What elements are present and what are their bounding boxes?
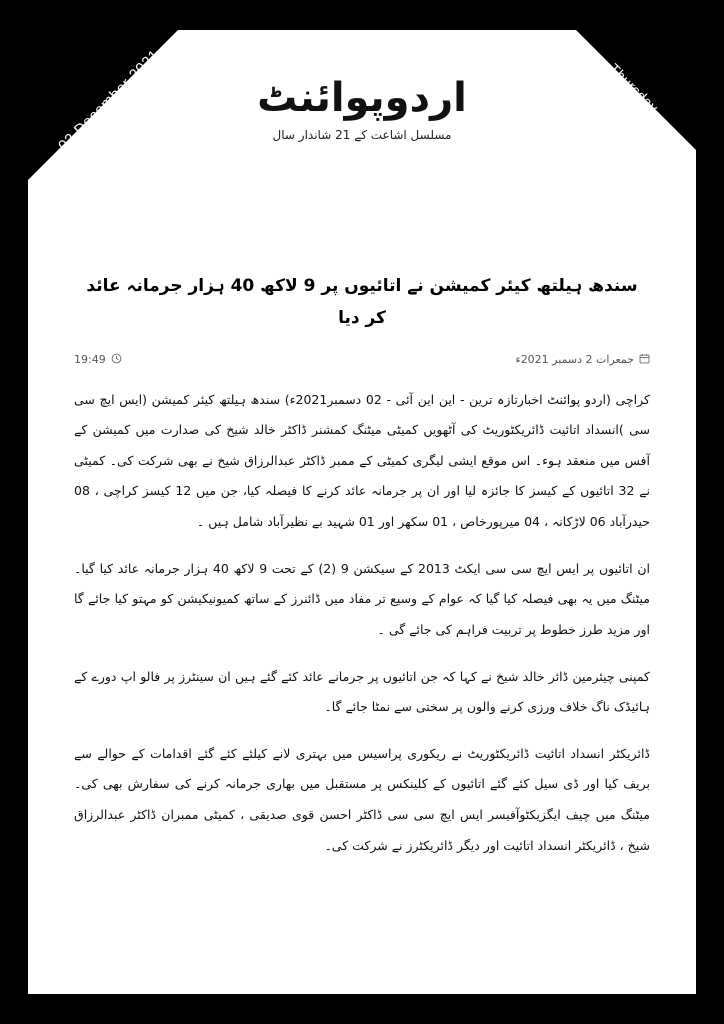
masthead-day: Thursday: [606, 60, 662, 116]
clock-icon: [111, 353, 122, 367]
logo-tagline: مسلسل اشاعت کے 21 شاندار سال: [272, 128, 452, 142]
article-paragraph: کراچی (اردو پوائنٹ اخبارتازہ ترین - این این آئی - 02 دسمبر2021ء) سندھ ہیلتھ کیئر کمیشن (ایس ایچ سی سی )انسداد اتائیت ڈائریکٹوریٹ کی آٹھویں کمیٹی میٹنگ کمشنر ڈاکٹر خالد شیخ کی صدارت میں کمیشن کے آفس میں منعقد ہوء۔ اس موقع ایشی لیگری کمیٹی کے ممبر ڈاکٹر عبدالرزاق شیخ نے بھی شرکت کی۔ کمیٹی نے 32 اتائیوں کے کیسز کا جائزہ لیا اور ان پر جرمانہ عائد کرنے کا فیصلہ کیا، جن میں 12 کیسز کراچی ، 08 حیدرآباد 06 لاڑکانہ ، 04 میرپورخاص ، 01 سکھر اور 01 شہید بے نظیرآباد شامل ہیں ۔: [74, 391, 650, 530]
publish-time-label: 19:49: [74, 353, 106, 367]
article-paragraph: ان اتائیوں پر ایس ایچ سی سی ایکٹ 2013 کے سیکشن 9 (2) کے تحت 9 لاکھ 40 ہزار جرمانہ عائد کیا گیا۔ میٹنگ میں یہ بھی فیصلہ کیا گیا کہ عوام کے وسیع تر مفاد میں ڈائنرز کے ساتھ کمیونیکیشن کو مہتو کیا جائے گا اور مزید طرز خطوط پر تربیت فراہم کی جائے گی ۔: [74, 560, 650, 637]
site-logo[interactable]: [28, 75, 696, 142]
page-title: سندھ ہیلتھ کیئر کمیشن نے اتائیوں پر 9 لاکھ 40 ہزار جرمانہ عائد کر دیا: [86, 276, 638, 329]
publish-date: [516, 353, 651, 367]
publish-time: [74, 353, 122, 367]
article-sheet: [28, 30, 696, 994]
logo-text: اردوپوائنٹ: [257, 75, 467, 121]
article-body: [28, 210, 696, 917]
publish-date-label: جمعرات 2 دسمبر 2021ء: [515, 353, 634, 367]
masthead-date: 02 December 2021: [55, 46, 163, 155]
article-meta: [74, 351, 650, 377]
masthead: [28, 30, 696, 210]
calendar-icon: [639, 353, 650, 367]
article-paragraph: ڈائریکٹر انسداد اتائیت ڈائریکٹوریٹ نے ریکوری پراسیس میں بہتری لانے کیلئے کئے گئے اقدامات کے حوالے سے بریف کیا اور ڈی سیل کئے گئے اتائیوں کے کلینکس پر مستقبل میں بھاری جرمانہ کرنے کی سفارش بھی کی۔ میٹنگ میں چیف ایگزیکٹوآفیسر ایس ایچ سی سی ڈاکٹر احسن قوی صدیقی ، کمیٹی ممبران ڈاکٹر عبدالرزاق شیخ ، ڈائریکٹر انسداد اتائیت اور دیگر ڈائریکٹرز نے شرکت کی۔: [74, 745, 650, 853]
article-paragraph: کمپنی چیئرمین ڈائر خالد شیخ نے کہا کہ جن اتائیوں پر جرمانے عائد کئے گئے ہیں ان سینٹرز پر فالو اپ دورے کے ہائیڈک ناگ خلاف ورزی کرنے والوں پر سختی سے نمٹا جائے گا۔: [74, 668, 650, 715]
